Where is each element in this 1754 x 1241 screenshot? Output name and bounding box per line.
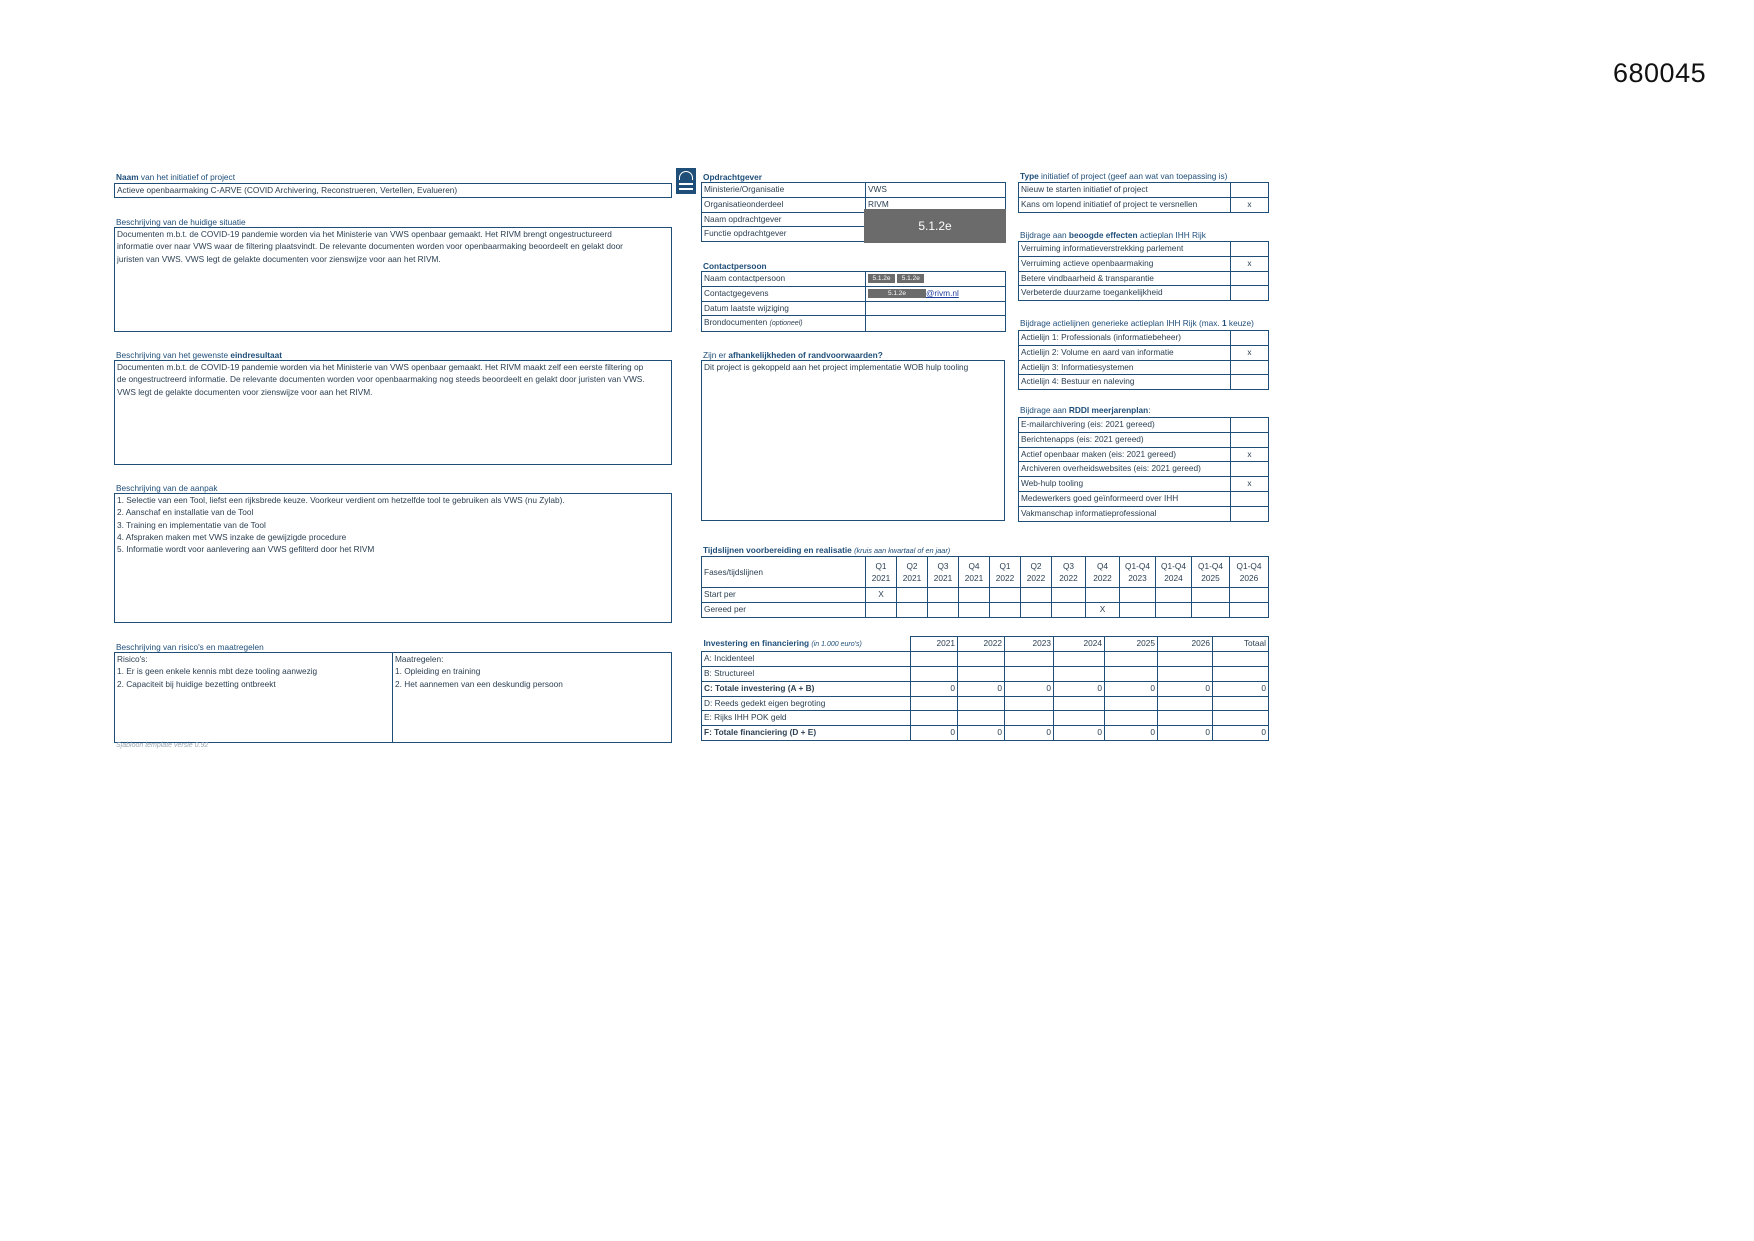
finance-cell: [1105, 652, 1158, 667]
finance-cell: 0: [911, 681, 958, 696]
document-number: 680045: [1613, 58, 1707, 88]
period-header: Q2 2021: [897, 557, 928, 588]
option-label: Berichtenapps (eis: 2021 gereed): [1019, 432, 1231, 447]
finance-cell: 0: [1213, 681, 1269, 696]
phase-mark: [990, 602, 1021, 617]
finance-cell: 0: [1105, 681, 1158, 696]
finance-cell: [958, 696, 1005, 711]
option-label: Archiveren overheidswebsites (eis: 2021 gereed): [1019, 462, 1231, 477]
option-mark: x: [1231, 256, 1269, 271]
finance-cell: 0: [958, 726, 1005, 741]
option-mark: [1231, 418, 1269, 433]
desired-result-label: Beschrijving van het gewenste eindresultaat: [116, 350, 283, 360]
table-row: [1019, 256, 1269, 271]
approach-label: Beschrijving van de aanpak: [116, 483, 218, 493]
table-row: [702, 711, 1269, 726]
finance-row-label: B: Structureel: [702, 667, 911, 682]
table-row: [702, 588, 1269, 603]
phase-mark: [1192, 588, 1230, 603]
year-header: 2021: [911, 637, 958, 652]
year-header: 2026: [1158, 637, 1213, 652]
dependencies-box: Dit project is gekoppeld aan het project implementatie WOB hulp tooling: [701, 360, 1005, 521]
effects-label: Bijdrage aan beoogde effecten actieplan IHH Rijk: [1020, 230, 1206, 240]
finance-cell: [1105, 667, 1158, 682]
redaction-block: 5.1.2e: [868, 274, 895, 283]
period-header: Q1-Q4 2023: [1120, 557, 1156, 588]
year-header: Totaal: [1213, 637, 1269, 652]
option-mark: [1231, 271, 1269, 286]
type-table: [1018, 182, 1269, 213]
phase-mark: [1021, 602, 1052, 617]
option-label: Medewerkers goed geïnformeerd over IHH: [1019, 491, 1231, 506]
action-lines-label: Bijdrage actielijnen generieke actieplan IHH Rijk (max. 1 keuze): [1020, 318, 1254, 328]
client-value: RIVM: [866, 197, 1006, 212]
table-row: [702, 726, 1269, 741]
phase-mark: [1021, 588, 1052, 603]
year-header: 2022: [958, 637, 1005, 652]
contact-value: [866, 301, 1006, 316]
option-mark: [1231, 375, 1269, 390]
phase-mark: [1156, 602, 1192, 617]
option-label: E-mailarchivering (eis: 2021 gereed): [1019, 418, 1231, 433]
finance-cell: [1213, 711, 1269, 726]
finance-cell: 0: [1054, 726, 1105, 741]
finance-cell: [1005, 696, 1054, 711]
option-mark: [1231, 360, 1269, 375]
phase-mark: [1230, 588, 1269, 603]
period-header: Q1 2022: [990, 557, 1021, 588]
table-row: [702, 272, 1006, 287]
table-row: [702, 696, 1269, 711]
option-label: Actielijn 1: Professionals (informatiebeheer): [1019, 331, 1231, 346]
contact-label: Naam contactpersoon: [702, 272, 866, 287]
phase-mark: [897, 588, 928, 603]
table-row: [1019, 271, 1269, 286]
timeline-row-header: Fases/tijdslijnen: [702, 557, 866, 588]
table-row: [1019, 432, 1269, 447]
contact-label: Datum laatste wijziging: [702, 301, 866, 316]
table-row: [1019, 506, 1269, 521]
year-header: 2025: [1105, 637, 1158, 652]
period-header: Q1-Q4 2026: [1230, 557, 1269, 588]
rijksoverheid-logo-icon: [676, 168, 696, 194]
table-row: [702, 602, 1269, 617]
finance-cell: 0: [1054, 681, 1105, 696]
table-row: [702, 652, 1269, 667]
table-row: [1019, 418, 1269, 433]
phase-mark: [1120, 602, 1156, 617]
option-label: Kans om lopend initiatief of project te versnellen: [1019, 197, 1231, 212]
client-label: Functie opdrachtgever: [702, 227, 866, 242]
finance-cell: 0: [1005, 726, 1054, 741]
finance-cell: 0: [958, 681, 1005, 696]
contact-table: [701, 271, 1006, 332]
table-row: [702, 301, 1006, 316]
dependencies-label: Zijn er afhankelijkheden of randvoorwaarden?: [703, 350, 883, 360]
option-mark: [1231, 462, 1269, 477]
email-link[interactable]: @rivm.nl: [926, 287, 959, 298]
phase-mark: [1120, 588, 1156, 603]
finance-cell: 0: [1213, 726, 1269, 741]
finance-cell: [1105, 696, 1158, 711]
phase-mark: [1156, 588, 1192, 603]
option-mark: x: [1231, 447, 1269, 462]
finance-cell: [1005, 711, 1054, 726]
finance-label: Investering en financiering (in 1.000 euro's): [702, 637, 911, 652]
option-mark: x: [1231, 477, 1269, 492]
table-row: [1019, 375, 1269, 390]
option-label: Actielijn 3: Informatiesystemen: [1019, 360, 1231, 375]
period-header: Q1-Q4 2024: [1156, 557, 1192, 588]
table-row: [1019, 242, 1269, 257]
option-mark: [1231, 432, 1269, 447]
risks-box: Risico's: 1. Er is geen enkele kennis mbt deze tooling aanwezig 2. Capaciteit bij huidige bezetting ontbreekt: [114, 652, 393, 743]
finance-cell: [1005, 667, 1054, 682]
client-heading: Opdrachtgever: [703, 172, 763, 182]
rddi-label: Bijdrage aan RDDI meerjarenplan:: [1020, 405, 1151, 415]
option-mark: x: [1231, 345, 1269, 360]
option-mark: [1231, 331, 1269, 346]
table-row: [1019, 331, 1269, 346]
finance-cell: 0: [1105, 726, 1158, 741]
template-version: Sjabloon template versie 0.92: [116, 742, 209, 749]
finance-cell: [1054, 696, 1105, 711]
finance-row-label: D: Reeds gedekt eigen begroting: [702, 696, 911, 711]
phase-mark: [928, 602, 959, 617]
option-label: Betere vindbaarheid & transparantie: [1019, 271, 1231, 286]
option-mark: x: [1231, 197, 1269, 212]
phase-mark: [1230, 602, 1269, 617]
option-label: Verruiming actieve openbaarmaking: [1019, 256, 1231, 271]
option-mark: [1231, 183, 1269, 198]
year-header: 2023: [1005, 637, 1054, 652]
rddi-table: [1018, 417, 1269, 522]
period-header: Q1-Q4 2025: [1192, 557, 1230, 588]
period-header: Q1 2021: [866, 557, 897, 588]
phase-mark: [928, 588, 959, 603]
finance-row-label: C: Totale investering (A + B): [702, 681, 911, 696]
table-row: [702, 681, 1269, 696]
period-header: Q3 2021: [928, 557, 959, 588]
finance-cell: [911, 696, 958, 711]
finance-cell: [1158, 652, 1213, 667]
finance-row-label: F: Totale financiering (D + E): [702, 726, 911, 741]
option-mark: [1231, 242, 1269, 257]
contact-heading: Contactpersoon: [703, 261, 767, 271]
phase-label: Gereed per: [702, 602, 866, 617]
finance-cell: [958, 667, 1005, 682]
option-label: Actielijn 2: Volume en aard van informatie: [1019, 345, 1231, 360]
client-label: Organisatieonderdeel: [702, 197, 866, 212]
phase-mark: [1052, 588, 1086, 603]
client-label: Naam opdrachtgever: [702, 212, 866, 227]
finance-cell: [911, 667, 958, 682]
finance-table: [701, 636, 1269, 741]
finance-cell: [1158, 696, 1213, 711]
finance-cell: 0: [1158, 681, 1213, 696]
finance-cell: [1213, 696, 1269, 711]
table-row: [1019, 360, 1269, 375]
period-header: Q4 2021: [959, 557, 990, 588]
project-name-label: Naam van het initiatief of project: [116, 172, 235, 182]
contact-email-value[interactable]: [866, 286, 1006, 301]
phase-mark: [897, 602, 928, 617]
finance-cell: [1158, 711, 1213, 726]
finance-cell: [911, 652, 958, 667]
finance-cell: [1213, 652, 1269, 667]
action-lines-table: [1018, 330, 1269, 390]
phase-mark: [990, 588, 1021, 603]
phase-mark: [866, 602, 897, 617]
approach-box: 1. Selectie van een Tool, liefst een rijksbrede keuze. Voorkeur verdient om hetzelfde tool te gebruiken als VWS (nu Zylab). 2. Aanschaf en installatie van de Tool 3. Training en implementatie van de Tool 4. Afspraken maken met VWS inzake de gewijzigde procedure 5. Informatie wordt voor aanlevering aan VWS gefilterd door het RIVM: [114, 493, 672, 623]
client-label: Ministerie/Organisatie: [702, 183, 866, 198]
contact-value: [866, 316, 1006, 332]
option-label: Verbeterde duurzame toegankelijkheid: [1019, 286, 1231, 301]
type-label: Type initiatief of project (geef aan wat van toepassing is): [1020, 171, 1228, 181]
finance-cell: [958, 711, 1005, 726]
period-header: Q4 2022: [1086, 557, 1120, 588]
contact-name-value: [866, 272, 1006, 287]
table-row: [1019, 447, 1269, 462]
redaction-block: 5.1.2e: [897, 274, 924, 283]
option-label: Web-hulp tooling: [1019, 477, 1231, 492]
effects-table: [1018, 241, 1269, 301]
desired-result-box: Documenten m.b.t. de COVID-19 pandemie worden via het Ministerie van VWS openbaar gemaakt. Het RIVM maakt zelf een eerste filtering op de ongestructreerd informatie. De relevante documenten worden voor openbaarmaking nog steeds beoordeelt en gelakt door juristen van VWS. VWS legt de gelakte documenten voor zienswijze voor aan het RIVM.: [114, 360, 672, 465]
phase-mark: [1086, 588, 1120, 603]
table-row: [1019, 183, 1269, 198]
option-mark: [1231, 506, 1269, 521]
finance-cell: 0: [911, 726, 958, 741]
finance-cell: 0: [1158, 726, 1213, 741]
phase-mark: [1192, 602, 1230, 617]
timeline-table: [701, 556, 1269, 618]
table-row: [702, 637, 1269, 652]
option-mark: [1231, 286, 1269, 301]
finance-cell: [1054, 711, 1105, 726]
table-row: [1019, 197, 1269, 212]
option-label: Actielijn 4: Bestuur en naleving: [1019, 375, 1231, 390]
redaction-block: 5.1.2e: [864, 209, 1006, 243]
phase-label: Start per: [702, 588, 866, 603]
option-label: Actief openbaar maken (eis: 2021 gereed): [1019, 447, 1231, 462]
table-row: [1019, 477, 1269, 492]
current-situation-box: Documenten m.b.t. de COVID-19 pandemie worden via het Ministerie van VWS openbaar gemaakt. Het RIVM brengt ongestructureerd informatie over naar VWS waar de filtering plaatsvindt. De relevante documenten worden voor openbaarmaking beoordeelt en gelakt door juristen van VWS. VWS legt de gelakte documenten voor zienswijze voor aan het RIVM.: [114, 227, 672, 332]
table-row: [1019, 286, 1269, 301]
finance-cell: [1054, 667, 1105, 682]
project-name-field: Actieve openbaarmaking C-ARVE (COVID Archivering, Reconstrueren, Vertellen, Evalueren): [114, 183, 672, 198]
phase-mark: X: [866, 588, 897, 603]
finance-cell: [958, 652, 1005, 667]
option-label: Verruiming informatieverstrekking parlement: [1019, 242, 1231, 257]
timeline-label: Tijdslijnen voorbereiding en realisatie (kruis aan kwartaal of en jaar): [703, 545, 951, 555]
redaction-block: 5.1.2e: [868, 289, 926, 298]
phase-mark: [1052, 602, 1086, 617]
option-label: Vakmanschap informatieprofessional: [1019, 506, 1231, 521]
finance-row-label: A: Incidenteel: [702, 652, 911, 667]
finance-cell: [1213, 667, 1269, 682]
table-row: [702, 557, 1269, 588]
table-row: [1019, 345, 1269, 360]
finance-cell: [1054, 652, 1105, 667]
table-row: [1019, 491, 1269, 506]
period-header: Q3 2022: [1052, 557, 1086, 588]
finance-cell: [911, 711, 958, 726]
finance-cell: [1158, 667, 1213, 682]
option-label: Nieuw te starten initiatief of project: [1019, 183, 1231, 198]
table-row: [1019, 462, 1269, 477]
table-row: [702, 667, 1269, 682]
option-mark: [1231, 491, 1269, 506]
finance-cell: [1105, 711, 1158, 726]
current-situation-label: Beschrijving van de huidige situatie: [116, 217, 246, 227]
phase-mark: [959, 602, 990, 617]
finance-row-label: E: Rijks IHH POK geld: [702, 711, 911, 726]
table-row: [702, 183, 1006, 198]
contact-label: Brondocumenten (optioneel): [702, 316, 866, 332]
risks-label: Beschrijving van risico's en maatregelen: [116, 642, 264, 652]
period-header: Q2 2022: [1021, 557, 1052, 588]
table-row: [702, 286, 1006, 301]
finance-cell: [1005, 652, 1054, 667]
phase-mark: [959, 588, 990, 603]
finance-cell: 0: [1005, 681, 1054, 696]
contact-label: Contactgegevens: [702, 286, 866, 301]
table-row: [702, 316, 1006, 332]
year-header: 2024: [1054, 637, 1105, 652]
client-value: VWS: [866, 183, 1006, 198]
phase-mark: X: [1086, 602, 1120, 617]
measures-box: Maatregelen: 1. Opleiding en training 2. Het aannemen van een deskundig persoon: [392, 652, 672, 743]
